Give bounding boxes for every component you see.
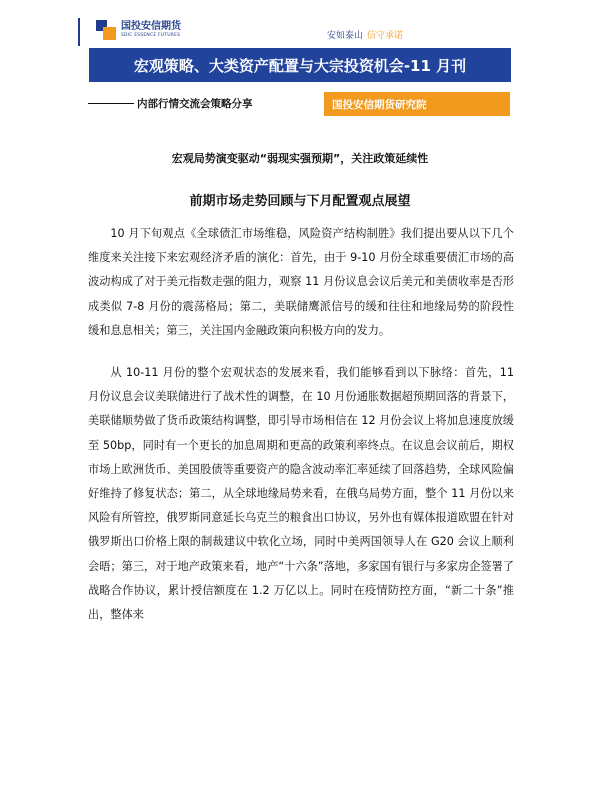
slogan: [327, 28, 403, 41]
body-text: [88, 222, 514, 645]
logo-text-en: SDIC ESSENCE FUTURES: [121, 32, 181, 38]
title-banner: [89, 48, 511, 82]
document-heading: 宏观局势演变驱动“弱现实强预期”，关注政策延续性: [171, 152, 429, 165]
logo-mark-icon: [96, 20, 116, 40]
banner-title: 宏观策略、大类资产配置与大宗投资机会-11 月刊: [133, 56, 467, 75]
institution-name: 国投安信期货研究院: [332, 98, 427, 111]
paragraph: 从 10-11 月份的整个宏观状态的发展来看，我们能够看到以下脉络：首先，11 月份议息会议美联储进行了战术性的调整，在 10 月份通胀数据超预期回落的背景下，美联储顺势做了货币政策结构调整，即引导市场相信在 12 月份会议上将加息速度放缓至 50bp，同时有一个更长的加息周期和更高的政策利率终点。在议息会议前后，期权市场上欧洲货币、美国股债等重要资产的隐含波动率汇率延续了回落趋势，全球风险偏好维持了修复状态；第二，从全球地缘局势来看，在俄乌局势方面，整个 11 月份以来风险有所管控，俄罗斯同意延长乌克兰的粮食出口协议，另外也有媒体报道欧盟在针对俄罗斯出口价格上限的制裁建议中软化立场，同时中美两国领导人在 G20 会议上顺利会晤；第三，对于地产政策来看，地产“十六条”落地，多家国有银行与多家房企签署了战略合作协议，累计授信额度在 1.2 万亿以上。同时在疫情防控方面，“新二十条”推出，整体来: [88, 366, 514, 622]
subtitle: 内部行情交流会策略分享: [137, 98, 253, 110]
header-divider: [78, 18, 80, 46]
section-title: 前期市场走势回顾与下月配置观点展望: [189, 194, 411, 209]
paragraph: 10 月下旬观点《全球债汇市场维稳，风险资产结构制胜》我们提出要从以下几个维度来关注接下来宏观经济矛盾的演化：首先，由于 9-10 月份全球重要债汇市场的高波动构成了对于美元指数走强的阻力，观察 11 月份议息会议后美元和美债收率是否形成类似 7-8 月份的震荡格局；第二，美联储鹰派信号的缓和往往和地缘局势的阶段性缓和息息相关；第三，关注国内金融政策向积极方向的发力。: [88, 227, 514, 337]
logo-text-cn: 国投安信期货: [121, 20, 181, 32]
slogan-part-2: 信守承诺: [367, 31, 404, 41]
institution-badge: [324, 92, 510, 116]
subtitle-rule: [88, 103, 134, 104]
company-logo: [96, 20, 181, 40]
slogan-part-1: 安如泰山: [327, 31, 364, 41]
